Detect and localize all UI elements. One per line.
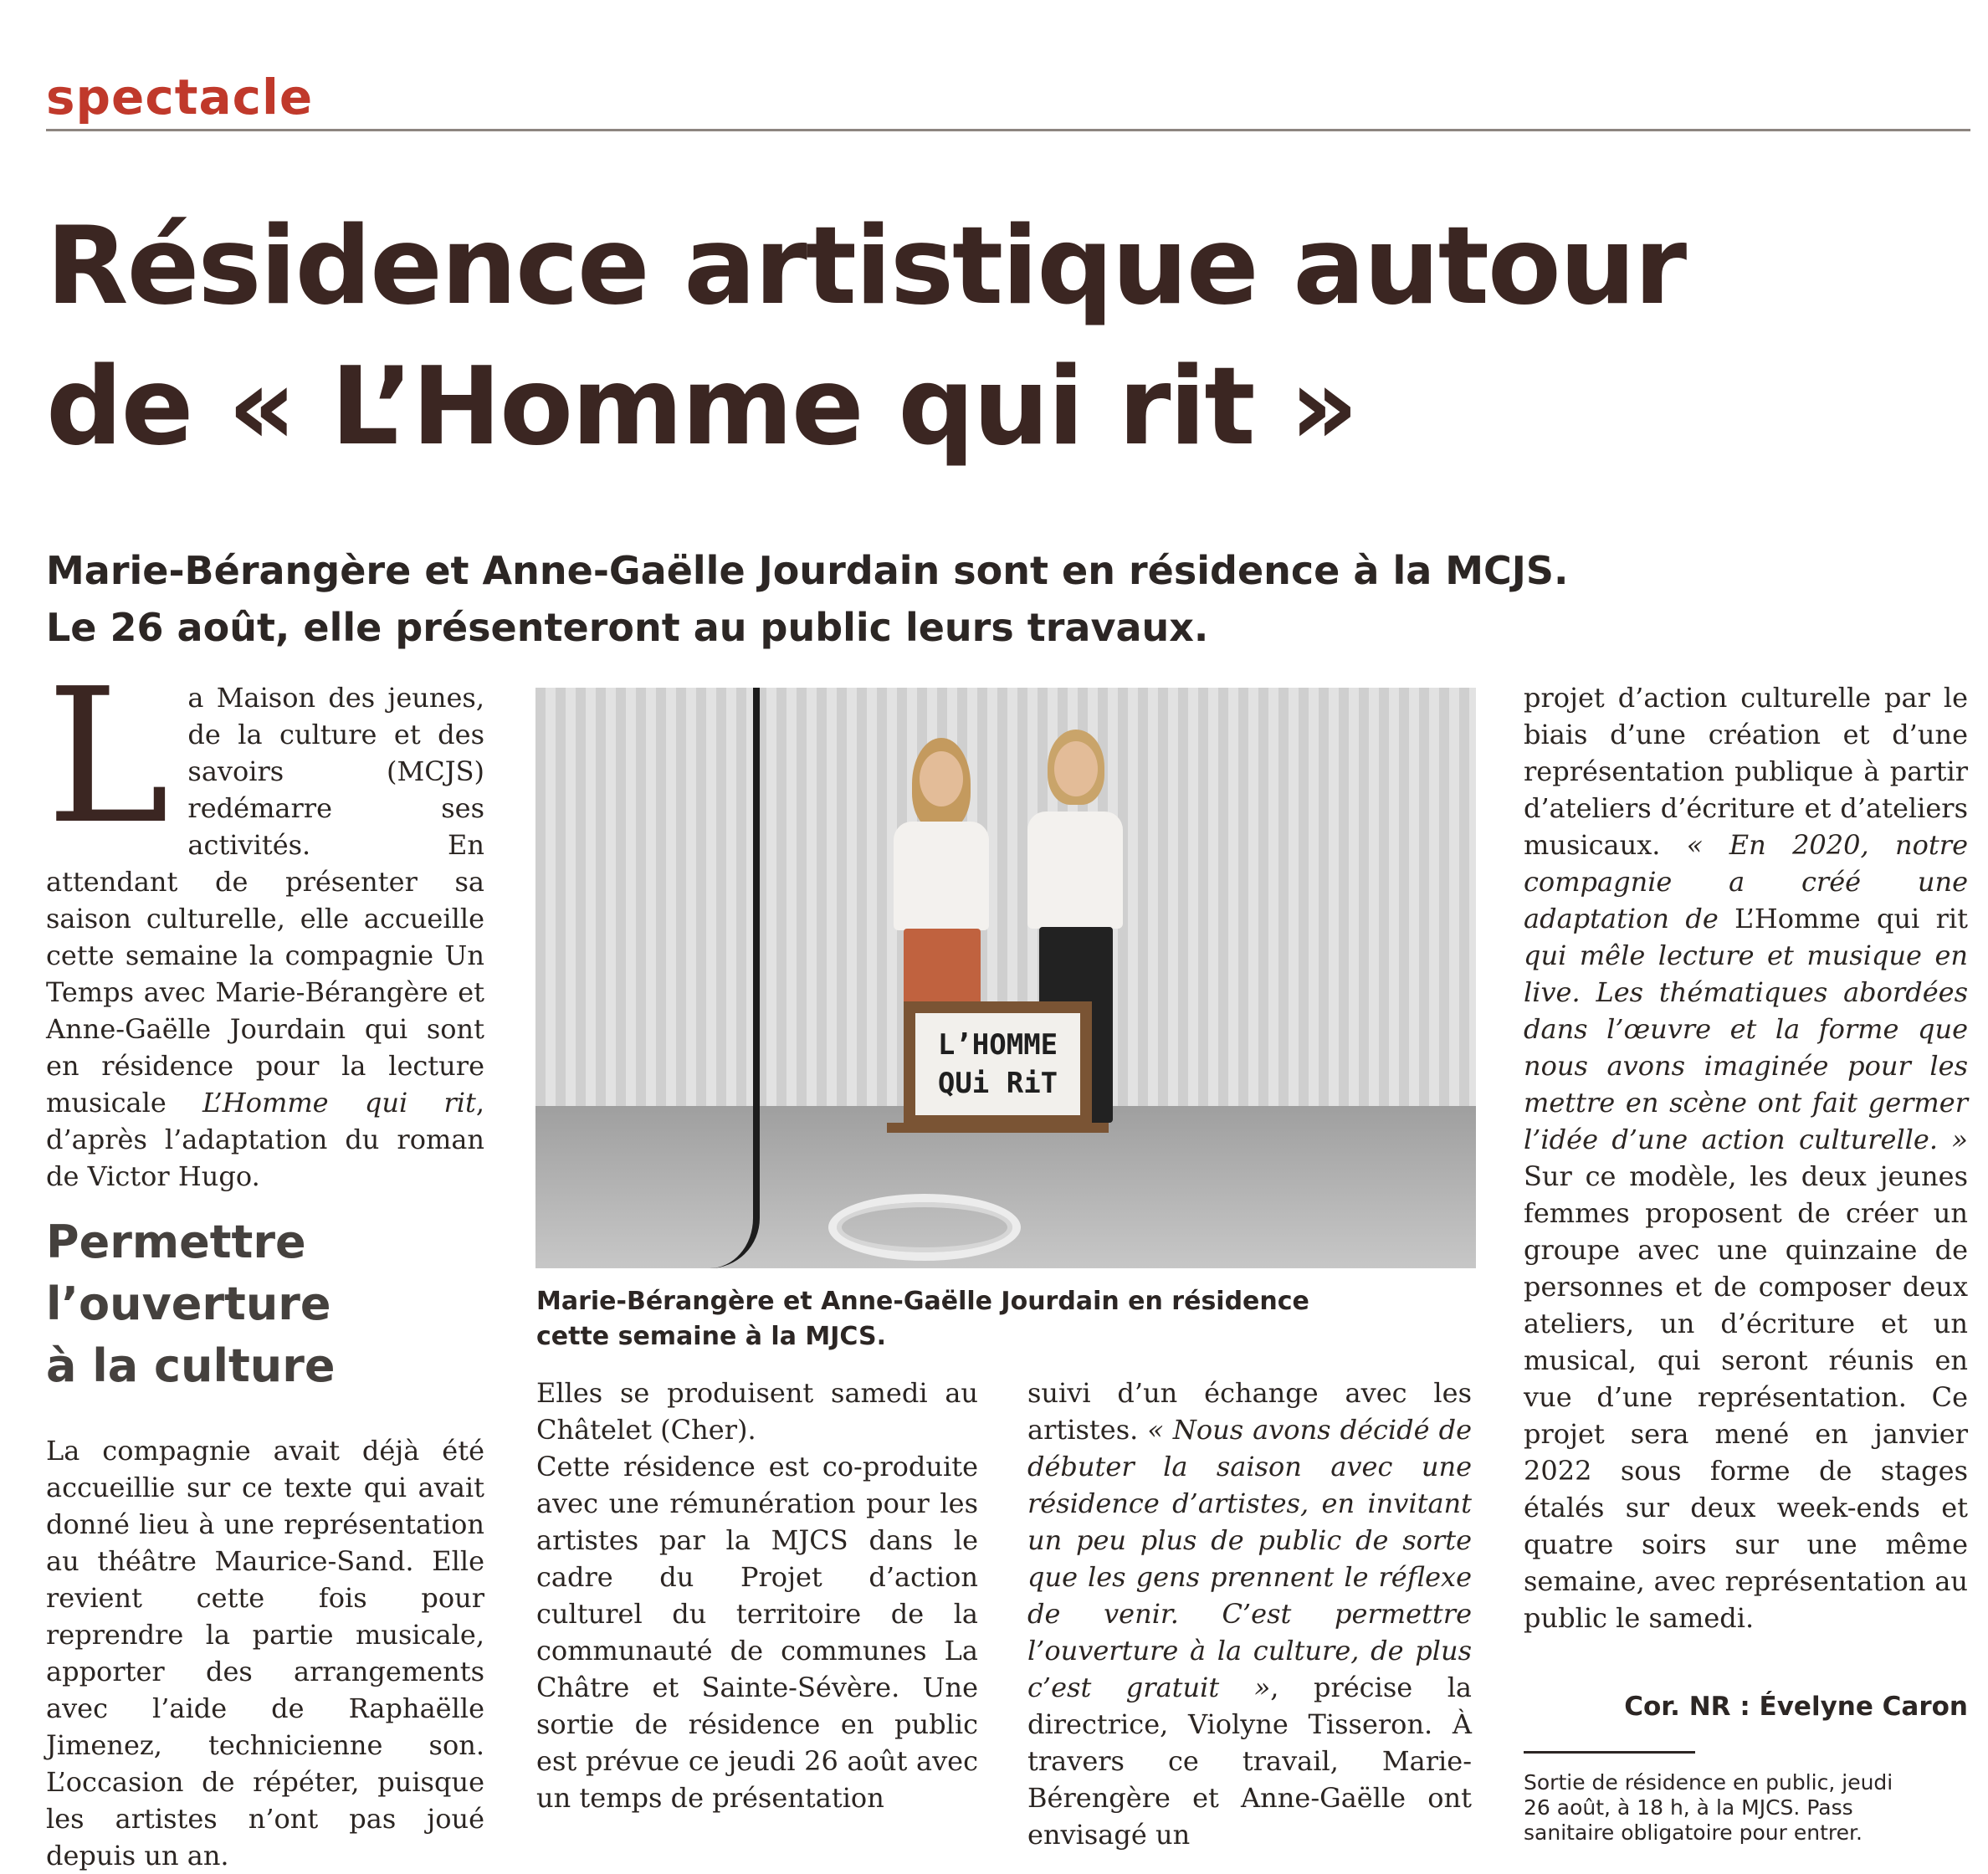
subheading [46,1211,515,1397]
figure-torso [1027,812,1123,929]
section-rubric: spectacle [46,69,314,125]
caption-line-2: cette semaine à la MJCS. [536,1322,886,1351]
body-paragraph: Cette résidence est co-produite avec une rémunération pour les artistes par la MJCS dans le cadre du Projet d’action culturel du territoire de la communauté de communes La Châtre et Sainte-Sévère. Une sortie de résidence en public est prévue ce jeudi 26 août avec un temps de présentation [536,1451,978,1814]
quote-italic: « Nous avons décidé de débuter la saison avec une résidence d’artistes, en invitant un peu plus de public de sorte que les gens prennent le réflexe de venir. C’est permettre l’ouverture à la culture, de plus c’est gratuit » [1027,1414,1473,1703]
body-paragraph: La compagnie avait déjà été accueillie sur ce texte qui avait donné lieu à une représentation au théâtre Maurice-Sand. Elle revient cette fois pour reprendre la partie musicale, apporter des arrangements avec l’aide de Raphaëlle Jimenez, technicienne son. L’occasion de répéter, puisque les artistes n’ont pas joué depuis un an. [46,1435,484,1871]
body-text: Sur ce modèle, les deux jeunes femmes proposent de créer un groupe avec une quinzaine de personnes et de composer deux ateliers, un d’écriture et un musical, qui seront réunis en vue d’une représentation. Ce projet sera mené en janvier 2022 sous forme de stages étalés sur deux week-ends et quatre soirs sur une même semaine, avec représentation au public le samedi. [1524,1160,1968,1634]
subheading-line-1: Permettre [46,1216,306,1268]
caption-line-1: Marie-Bérangère et Anne-Gaëlle Jourdain en résidence [536,1287,1309,1316]
subheading-line-3: à la culture [46,1339,336,1392]
drop-cap: L [46,649,170,865]
photo-sign-stand [887,1123,1109,1133]
body-text: suivi d’un échange avec les artistes. [1027,1377,1472,1446]
practical-note [1524,1770,1968,1846]
book-title-roman: L’Homme qui rit [1734,903,1968,934]
headline [46,197,1970,478]
column-3 [1027,1375,1472,1853]
intro-title-italic: L’Homme qui rit [202,1087,476,1119]
quote-italic: « En 2020, notre compagnie a créé une adaptation de [1524,829,1968,934]
photo-sign [904,1001,1092,1127]
headline-line-1: Résidence artistique autour [46,204,1686,329]
column-4 [1524,679,1968,1636]
body-paragraph: Elles se produisent samedi au Châtelet (Cher). [536,1377,978,1446]
note-line-3: sanitaire obligatoire pour entrer. [1524,1820,1862,1845]
intro-text-a: a Maison des jeunes, de la culture et des savoirs (MCJS) redémarre ses activités. En attendant de présenter sa saison culturelle, elle accueille cette semaine la compagnie Un Temps avec Marie-Bérangère et Anne-Gaëlle Jourdain qui sont en résidence pour la lecture musicale [46,682,484,1119]
column-1-continued [46,1432,484,1874]
article-photo [535,688,1476,1268]
column-1-intro [46,649,485,1195]
figure-head [920,751,963,806]
headline-line-2: de « L’Homme qui rit » [46,345,1357,469]
quote-italic: qui mêle lecture et musique en live. Les thématiques abordées dans l’œuvre et la forme que nous avons imaginée pour les mettre en scène ont fait germer l’idée d’une action culturelle. » [1524,940,1968,1155]
body-paragraph [1524,679,1968,1636]
body-text: projet d’action culturelle par le biais d’une création et d’une représentation publique à partir d’ateliers d’écriture et d’ateliers musicaux. [1524,682,1968,861]
sign-line-1: L’HOMME [937,1028,1058,1062]
standfirst-line-2: Le 26 août, elle présenteront au public leurs travaux. [46,605,1209,650]
byline: Cor. NR : Évelyne Caron [1624,1692,1968,1722]
column-2 [536,1375,978,1816]
figure-torso [894,822,989,930]
figure-head [1054,741,1098,796]
sign-line-2: QUi RiT [937,1067,1058,1100]
photo-caption [536,1284,1477,1354]
standfirst [46,542,1970,656]
rubric-rule [46,129,1970,131]
photo-hanging-cable [661,688,760,1268]
body-text: , précise la directrice, Violyne Tisseron. À travers ce travail, Marie-Bérengère et Anne-Gaëlle ont envisagé un [1027,1672,1472,1851]
subheading-line-2: l’ouverture [46,1277,331,1330]
photo-cable-coil [828,1194,1021,1261]
standfirst-line-1: Marie-Bérangère et Anne-Gaëlle Jourdain sont en résidence à la MCJS. [46,548,1569,593]
body-paragraph [1027,1375,1472,1853]
intro-text-b: , d’après l’adaptation du roman de Victor Hugo. [46,1087,485,1192]
note-line-1: Sortie de résidence en public, jeudi [1524,1770,1893,1795]
note-line-2: 26 août, à 18 h, à la MJCS. Pass [1524,1795,1853,1820]
note-rule [1524,1751,1695,1754]
